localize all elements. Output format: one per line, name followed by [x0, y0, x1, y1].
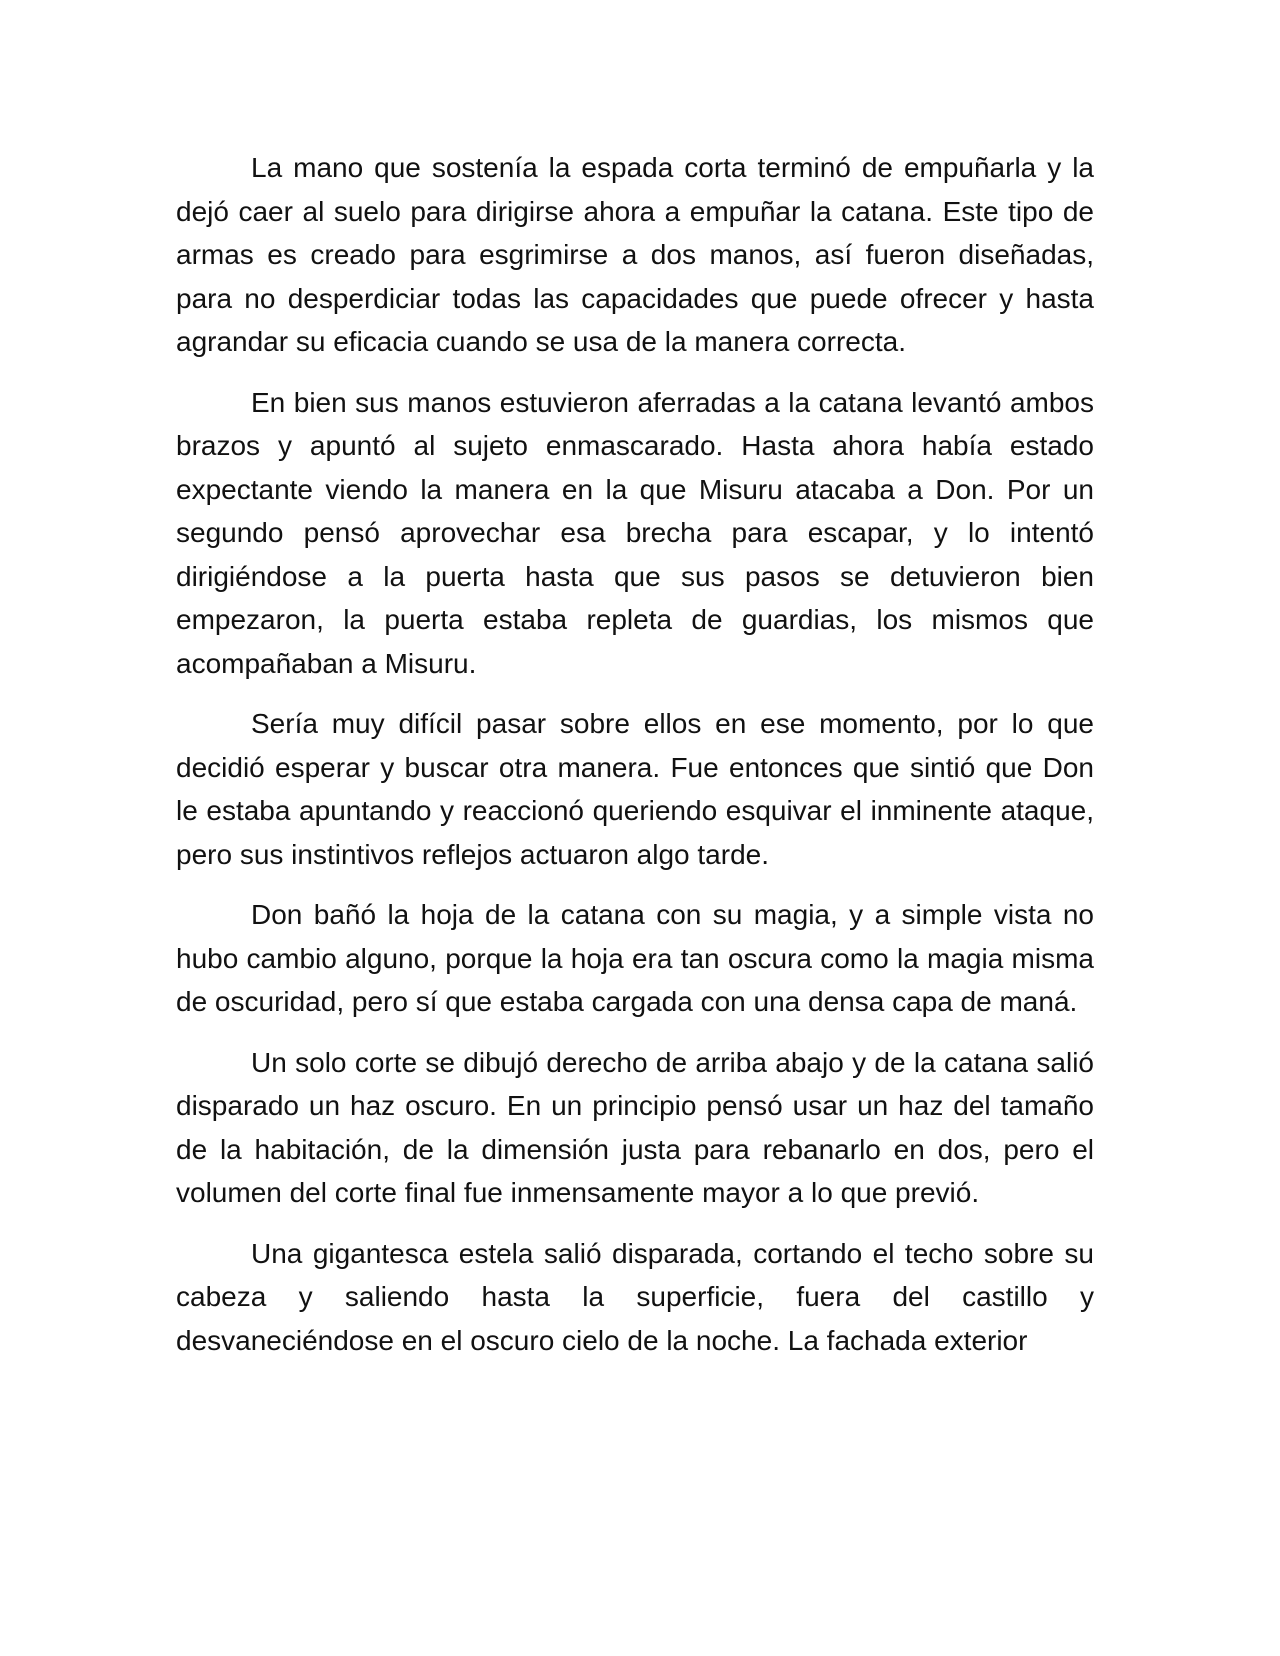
paragraph: Don bañó la hoja de la catana con su magia, y a simple vista no hubo cambio alguno, porque la hoja era tan oscura como la magia misma de oscuridad, pero sí que estaba cargada con una densa capa de maná. — [176, 899, 1094, 1017]
paragraph: Una gigantesca estela salió disparada, cortando el techo sobre su cabeza y saliendo hasta la superficie, fuera del castillo y desvaneciéndose en el oscuro cielo de la noche. La fachada exterior — [176, 1237, 1094, 1356]
paragraph: En bien sus manos estuvieron aferradas a la catana levantó ambos brazos y apuntó al sujeto enmascarado. Hasta ahora había estado expectante viendo la manera en la que Misuru atacaba a Don. Por un segundo pensó aprovechar esa brecha para escapar, y lo intentó dirigiéndose a la puerta hasta que sus pasos se detuvieron bien empezaron, la puerta estaba repleta de guardias, los mismos que acompañaban a Misuru. — [176, 386, 1094, 679]
paragraph: Sería muy difícil pasar sobre ellos en ese momento, por lo que decidió esperar y buscar otra manera. Fue entonces que sintió que Don le estaba apuntando y reaccionó queriendo esquivar el inminente ataque, pero sus instintivos reflejos actuaron algo tarde. — [176, 708, 1094, 870]
paragraph: Un solo corte se dibujó derecho de arriba abajo y de la catana salió disparado un haz oscuro. En un principio pensó usar un haz del tamaño de la habitación, de la dimensión justa para rebanarlo en dos, pero el volumen del corte final fue inmensamente mayor a lo que previó. — [176, 1046, 1094, 1208]
paragraph: La mano que sostenía la espada corta terminó de empuñarla y la dejó caer al suelo para dirigirse ahora a empuñar la catana. Este tipo de armas es creado para esgrimirse a dos manos, así fueron diseñadas, para no desperdiciar todas las capacidades que puede ofrecer y hasta agrandar su eficacia cuando se usa de la manera correcta. — [176, 152, 1094, 357]
document-page — [176, 146, 1094, 1379]
